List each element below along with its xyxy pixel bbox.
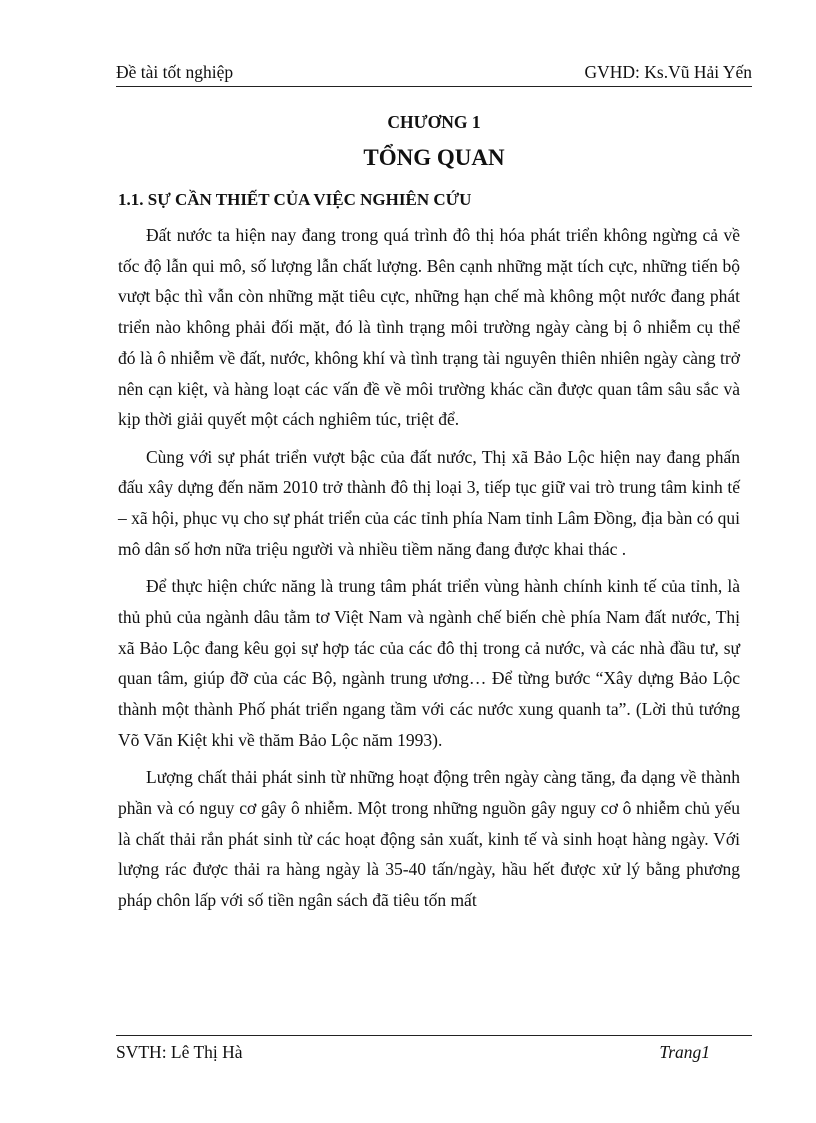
- paragraph: Lượng chất thải phát sinh từ những hoạt động trên ngày càng tăng, đa dạng về thành phần và có nguy cơ gây ô nhiễm. Một trong những nguồn gây nguy cơ ô nhiễm chủ yếu là chất thải rắn phát sinh từ các hoạt động sản xuất, kinh tế và sinh hoạt hàng ngày. Với lượng rác được thải ra hàng ngày là 35-40 tấn/ngày, hầu hết được xử lý bằng phương pháp chôn lấp với số tiền ngân sách đã tiêu tốn mất: [118, 767, 740, 911]
- section-heading: 1.1. SỰ CẦN THIẾT CỦA VIỆC NGHIÊN CỨU: [118, 190, 472, 209]
- page-footer: [116, 1035, 752, 1064]
- footer-student: SVTH: Lê Thị Hà: [116, 1042, 243, 1062]
- chapter-label: CHƯƠNG 1: [387, 112, 481, 132]
- page-header: [116, 60, 752, 87]
- paragraph: Đất nước ta hiện nay đang trong quá trình đô thị hóa phát triển không ngừng cả về tốc độ lẫn qui mô, số lượng lẫn chất lượng. Bên cạnh những mặt tích cực, những tiến bộ vượt bậc thì vẫn còn những mặt tiêu cực, những hạn chế mà không một nước đang phát triển nào không phải đối mặt, đó là tình trạng môi trường ngày càng bị ô nhiễm cụ thể đó là ô nhiễm về đất, nước, không khí và tình trạng tài nguyên thiên nhiên ngày càng trở nên cạn kiệt, và hàng loạt các vấn đề về môi trường khác cần được quan tâm sâu sắc và kịp thời giải quyết một cách nghiêm túc, triệt để.: [118, 225, 740, 430]
- paragraph: Để thực hiện chức năng là trung tâm phát triển vùng hành chính kinh tế của tỉnh, là thủ phủ của ngành dâu tằm tơ Việt Nam và ngành chế biến chè phía Nam đất nước, Thị xã Bảo Lộc đang kêu gọi sự hợp tác của các đô thị trong cả nước, và các nhà đầu tư, sự quan tâm, giúp đỡ của các Bộ, ngành trung ương… Để từng bước “Xây dựng Bảo Lộc thành một thành Phố phát triển ngang tầm với các nước xung quanh ta”. (Lời thủ tướng Võ Văn Kiệt khi về thăm Bảo Lộc năm 1993).: [118, 576, 740, 750]
- page-number: Trang1: [659, 1042, 710, 1062]
- header-thesis-title: Đề tài tốt nghiệp: [116, 62, 234, 82]
- header-supervisor: GVHD: Ks.Vũ Hải Yến: [584, 62, 752, 82]
- paragraph: Cùng với sự phát triển vượt bậc của đất nước, Thị xã Bảo Lộc hiện nay đang phấn đấu xây dựng đến năm 2010 trở thành đô thị loại 3, tiếp tục giữ vai trò trung tâm kinh tế – xã hội, phục vụ cho sự phát triển của các tỉnh phía Nam tỉnh Lâm Đồng, địa bàn có qui mô dân số hơn nữa triệu người và nhiều tiềm năng đang được khai thác .: [118, 446, 740, 559]
- body-text: [118, 220, 740, 923]
- chapter-title: TỔNG QUAN: [363, 145, 505, 170]
